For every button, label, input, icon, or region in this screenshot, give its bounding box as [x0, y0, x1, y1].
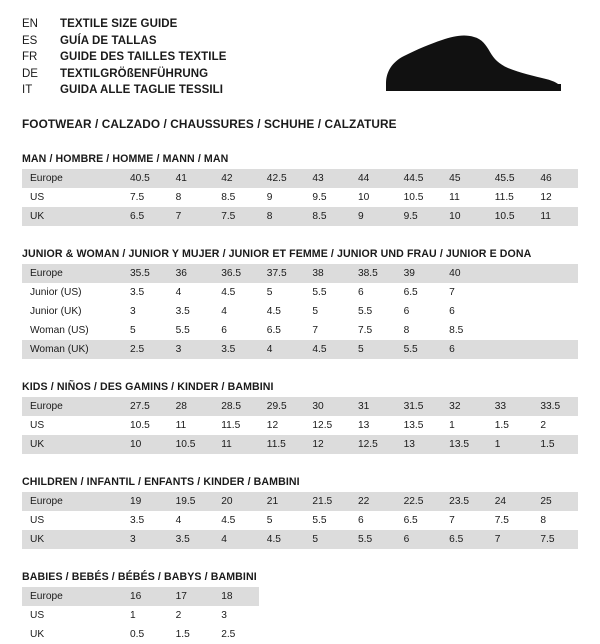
cell: 1.5 — [494, 420, 509, 431]
cell — [487, 302, 533, 321]
cell: 41 — [168, 169, 214, 188]
cell: 5 — [350, 340, 396, 359]
cell — [532, 587, 578, 606]
cell: 7 — [449, 287, 455, 298]
language-title: GUIDE DES TAILLES TEXTILE — [60, 51, 227, 63]
cell: 4 — [175, 515, 182, 526]
cell: 10 — [122, 435, 168, 454]
section-title: KIDS / NIÑOS / DES GAMINS / KINDER / BAMBINI — [22, 381, 274, 393]
cell — [396, 625, 442, 644]
cell — [487, 606, 533, 625]
cell: 5 — [266, 515, 273, 526]
table-row — [22, 492, 578, 511]
cell: 42.5 — [259, 169, 305, 188]
row-label: US — [30, 610, 45, 621]
cell: 22.5 — [396, 492, 442, 511]
cell: 5.5 — [175, 325, 190, 336]
cell: 35.5 — [122, 264, 168, 283]
cell: 22 — [350, 492, 396, 511]
cell: 4 — [213, 530, 259, 549]
table-row — [22, 321, 578, 340]
cell: 31.5 — [396, 397, 442, 416]
language-code: EN — [22, 18, 38, 30]
category-line: FOOTWEAR / CALZADO / CHAUSSURES / SCHUHE / CALZATURE — [22, 117, 397, 131]
section-title: MAN / HOMBRE / HOMME / MANN / MAN — [22, 153, 229, 165]
size-table-kids — [22, 397, 578, 454]
cell — [304, 625, 350, 644]
cell: 3.5 — [213, 340, 259, 359]
language-row — [22, 49, 227, 66]
size-table-children — [22, 492, 578, 549]
cell — [259, 587, 305, 606]
header — [22, 16, 578, 103]
cell: 8.5 — [449, 325, 464, 336]
cell: 6.5 — [441, 530, 487, 549]
cell: 8 — [259, 207, 305, 226]
cell: 19.5 — [168, 492, 214, 511]
cell: 21 — [259, 492, 305, 511]
cell: 7.5 — [357, 325, 373, 336]
cell: 8.5 — [304, 207, 350, 226]
section-title: BABIES / BEBÉS / BÉBÉS / BABYS / BAMBINI — [22, 571, 257, 583]
cell: 23.5 — [441, 492, 487, 511]
section-children — [22, 476, 578, 549]
cell — [441, 587, 487, 606]
cell: 25 — [532, 492, 578, 511]
cell: 6.5 — [122, 207, 168, 226]
cell: 8.5 — [221, 192, 236, 203]
language-title: TEXTILGRÖßENFÜHRUNG — [60, 67, 209, 80]
row-label: UK — [22, 530, 122, 549]
language-title-list — [22, 16, 227, 99]
section-junior-woman — [22, 248, 578, 359]
cell: 21.5 — [304, 492, 350, 511]
cell: 28 — [168, 397, 214, 416]
cell: 3.5 — [130, 287, 145, 298]
cell: 10 — [357, 192, 370, 203]
cell: 33 — [487, 397, 533, 416]
table-row — [22, 606, 578, 625]
cell — [487, 587, 533, 606]
cell — [396, 587, 442, 606]
cell: 10 — [441, 207, 487, 226]
cell: 45.5 — [487, 169, 533, 188]
cell — [396, 606, 442, 625]
size-table-babies — [22, 587, 578, 644]
cell: 5.5 — [396, 340, 442, 359]
cell: 17 — [168, 587, 214, 606]
cell — [487, 264, 533, 283]
cell: 1.5 — [532, 435, 578, 454]
cell — [487, 625, 533, 644]
cell: 9 — [266, 192, 273, 203]
row-label: Europe — [22, 169, 122, 188]
cell: 7.5 — [213, 207, 259, 226]
row-label: UK — [30, 629, 45, 640]
cell: 6 — [357, 515, 364, 526]
cell — [441, 606, 487, 625]
cell: 40.5 — [122, 169, 168, 188]
cell: 1 — [130, 610, 136, 621]
cell — [532, 321, 578, 340]
cell: 18 — [213, 587, 259, 606]
cell: 4.5 — [221, 287, 236, 298]
cell: 39 — [396, 264, 442, 283]
row-label: Woman (US) — [30, 325, 89, 336]
cell: 5 — [304, 530, 350, 549]
cell: 38 — [304, 264, 350, 283]
row-label: US — [30, 192, 45, 203]
cell: 31 — [350, 397, 396, 416]
table-row — [22, 264, 578, 283]
cell: 12 — [266, 420, 279, 431]
cell — [532, 302, 578, 321]
cell: 6 — [396, 530, 442, 549]
table-row — [22, 587, 578, 606]
cell: 38.5 — [350, 264, 396, 283]
cell: 13.5 — [441, 435, 487, 454]
language-row — [22, 66, 227, 83]
cell: 3 — [122, 530, 168, 549]
cell: 5.5 — [312, 287, 327, 298]
cell — [532, 283, 578, 302]
cell: 4 — [175, 287, 182, 298]
cell: 6 — [449, 306, 455, 317]
cell: 4.5 — [266, 306, 281, 317]
cell: 7.5 — [130, 192, 145, 203]
cell: 45 — [441, 169, 487, 188]
cell: 0.5 — [130, 629, 145, 640]
cell — [304, 587, 350, 606]
cell: 1.5 — [175, 629, 190, 640]
language-title: GUÍA DE TALLAS — [60, 34, 157, 47]
cell: 2 — [175, 610, 182, 621]
cell: 5 — [130, 325, 136, 336]
table-row — [22, 511, 578, 530]
cell: 5.5 — [312, 515, 327, 526]
cell: 33.5 — [532, 397, 578, 416]
cell: 11 — [213, 435, 259, 454]
table-row — [22, 435, 578, 454]
cell: 19 — [122, 492, 168, 511]
language-code: FR — [22, 51, 38, 63]
cell: 13.5 — [403, 420, 424, 431]
size-table-man — [22, 169, 578, 226]
table-row — [22, 169, 578, 188]
cell: 2 — [540, 420, 547, 431]
table-row — [22, 302, 578, 321]
table-row — [22, 416, 578, 435]
cell — [350, 625, 396, 644]
cell: 5 — [266, 287, 273, 298]
cell: 37.5 — [259, 264, 305, 283]
row-label: UK — [22, 435, 122, 454]
cell: 4.5 — [304, 340, 350, 359]
cell: 12.5 — [312, 420, 333, 431]
table-row — [22, 625, 578, 644]
language-title: GUIDA ALLE TAGLIE TESSILI — [60, 84, 224, 96]
cell: 36 — [168, 264, 214, 283]
cell: 10.5 — [130, 420, 150, 431]
cell — [487, 321, 533, 340]
cell: 36.5 — [213, 264, 259, 283]
table-row — [22, 530, 578, 549]
cell: 10.5 — [403, 192, 424, 203]
cell: 3.5 — [175, 306, 190, 317]
cell: 3.5 — [130, 515, 145, 526]
cell: 11.5 — [259, 435, 305, 454]
cell — [487, 340, 533, 359]
table-row — [22, 207, 578, 226]
cell: 3 — [221, 610, 227, 621]
cell — [532, 606, 578, 625]
cell: 10.5 — [487, 207, 533, 226]
cell: 24 — [487, 492, 533, 511]
row-label: Junior (US) — [30, 287, 82, 298]
cell: 5 — [312, 306, 319, 317]
cell: 16 — [122, 587, 168, 606]
cell: 6.5 — [266, 325, 281, 336]
cell: 6 — [403, 306, 410, 317]
row-label: Woman (UK) — [22, 340, 122, 359]
cell: 28.5 — [213, 397, 259, 416]
language-code: ES — [22, 34, 38, 47]
language-title: TEXTILE SIZE GUIDE — [60, 18, 178, 30]
cell: 7 — [449, 515, 455, 526]
language-row — [22, 82, 227, 99]
cell — [304, 606, 350, 625]
cell — [259, 625, 305, 644]
cell — [350, 606, 396, 625]
cell — [532, 625, 578, 644]
cell: 30 — [304, 397, 350, 416]
cell: 2.5 — [122, 340, 168, 359]
cell: 9 — [350, 207, 396, 226]
dress-shoe-icon — [378, 28, 568, 103]
cell: 1 — [487, 435, 533, 454]
cell: 6.5 — [403, 287, 418, 298]
cell: 11 — [175, 420, 187, 431]
cell: 7.5 — [532, 530, 578, 549]
cell: 6 — [221, 325, 227, 336]
section-babies — [22, 571, 578, 644]
cell: 20 — [213, 492, 259, 511]
cell: 46 — [532, 169, 578, 188]
cell: 29.5 — [259, 397, 305, 416]
language-row — [22, 16, 227, 33]
cell: 3.5 — [168, 530, 214, 549]
language-code: IT — [22, 84, 33, 96]
section-kids — [22, 381, 578, 454]
cell: 4.5 — [259, 530, 305, 549]
table-row — [22, 340, 578, 359]
cell: 43 — [304, 169, 350, 188]
row-label: US — [30, 420, 45, 431]
cell: 3 — [130, 306, 136, 317]
cell — [350, 587, 396, 606]
cell: 3 — [168, 340, 214, 359]
cell — [532, 340, 578, 359]
cell: 8 — [403, 325, 410, 336]
cell — [487, 283, 533, 302]
cell: 1 — [449, 420, 455, 431]
cell: 7 — [312, 325, 319, 336]
cell: 11.5 — [494, 192, 514, 203]
cell — [532, 264, 578, 283]
cell: 13 — [396, 435, 442, 454]
cell: 2.5 — [221, 629, 236, 640]
cell: 8 — [175, 192, 182, 203]
language-row — [22, 33, 227, 50]
cell: 7.5 — [494, 515, 509, 526]
cell: 32 — [441, 397, 487, 416]
cell: 6 — [357, 287, 364, 298]
cell: 4 — [259, 340, 305, 359]
row-label: Europe — [22, 397, 122, 416]
cell — [259, 606, 305, 625]
cell: 10.5 — [168, 435, 214, 454]
row-label: US — [30, 515, 45, 526]
section-man — [22, 153, 578, 226]
cell: 9.5 — [312, 192, 327, 203]
cell: 6.5 — [403, 515, 418, 526]
cell: 5.5 — [350, 530, 396, 549]
cell — [441, 625, 487, 644]
cell: 42 — [213, 169, 259, 188]
size-table-junior-woman — [22, 264, 578, 359]
cell: 11.5 — [221, 420, 241, 431]
row-label: Europe — [22, 587, 122, 606]
cell: 11 — [532, 207, 578, 226]
cell: 7 — [168, 207, 214, 226]
cell: 12 — [540, 192, 552, 203]
language-code: DE — [22, 67, 38, 80]
row-label: UK — [22, 207, 122, 226]
cell: 6 — [441, 340, 487, 359]
cell: 13 — [357, 420, 370, 431]
table-row — [22, 397, 578, 416]
cell: 44 — [350, 169, 396, 188]
table-row — [22, 283, 578, 302]
cell: 8 — [540, 515, 547, 526]
cell: 4 — [221, 306, 227, 317]
cell: 44.5 — [396, 169, 442, 188]
row-label: Junior (UK) — [30, 306, 82, 317]
cell: 40 — [441, 264, 487, 283]
table-row — [22, 188, 578, 207]
cell: 11 — [449, 192, 460, 203]
cell: 12 — [304, 435, 350, 454]
cell: 9.5 — [396, 207, 442, 226]
section-title: CHILDREN / INFANTIL / ENFANTS / KINDER / BAMBINI — [22, 476, 300, 488]
cell: 27.5 — [122, 397, 168, 416]
section-title: JUNIOR & WOMAN / JUNIOR Y MUJER / JUNIOR ET FEMME / JUNIOR UND FRAU / JUNIOR E DONA — [22, 248, 532, 260]
row-label: Europe — [22, 264, 122, 283]
cell: 5.5 — [357, 306, 373, 317]
cell: 12.5 — [350, 435, 396, 454]
cell: 4.5 — [221, 515, 236, 526]
row-label: Europe — [22, 492, 122, 511]
cell: 7 — [487, 530, 533, 549]
